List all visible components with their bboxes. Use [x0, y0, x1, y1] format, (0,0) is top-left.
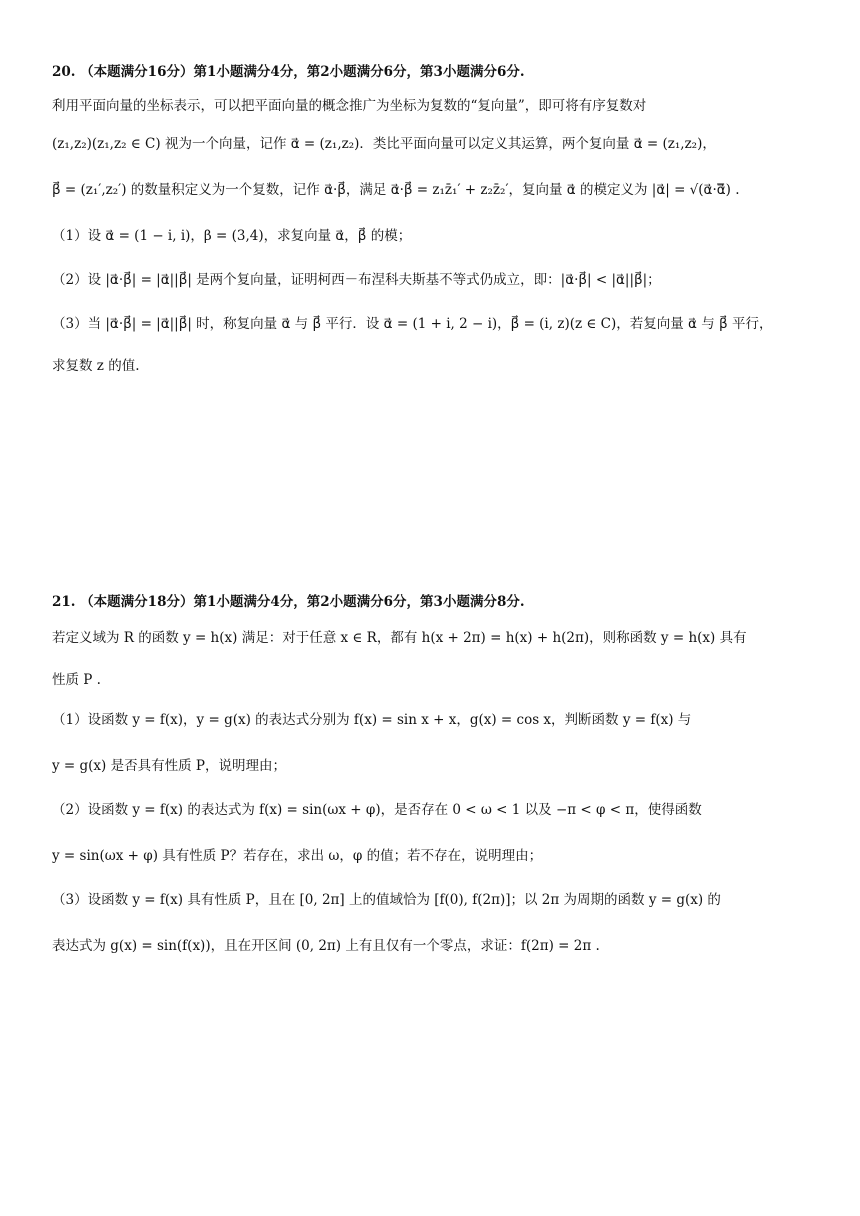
q20-part-3-line-2: 求复数 z 的值.: [52, 358, 140, 374]
q20-header: 20. （本题满分16分）第1小题满分4分，第2小题满分6分，第3小题满分6分.: [52, 64, 525, 80]
q20-intro-line-1: 利用平面向量的坐标表示，可以把平面向量的概念推广为坐标为复数的“复向量”，即可将有序复数对: [52, 98, 647, 114]
q20-part-1: （1）设 α⃗ = (1 − i, i)，β = (3,4)，求复向量 α⃗，β⃗ 的模；: [52, 228, 412, 244]
q20-intro-line-3: β⃗ = (z₁′,z₂′) 的数量积定义为一个复数，记作 α⃗·β⃗，满足 α⃗·β⃗ = z₁z̄₁′ + z₂z̄₂′，复向量 α⃗ 的模定义为 |α⃗| = √(α⃗·α̅⃗) .: [52, 182, 740, 198]
q20-part-3-line-1: （3）当 |α⃗·β⃗| = |α⃗||β⃗| 时，称复向量 α⃗ 与 β⃗ 平行．设 α⃗ = (1 + i, 2 − i)，β⃗ = (i, z)(z ∈ C)，若复向量 α⃗ 与 β⃗ 平行，: [52, 316, 773, 332]
q20-intro-line-2: (z₁,z₂)(z₁,z₂ ∈ C) 视为一个向量，记作 α⃗ = (z₁,z₂)．类比平面向量可以定义其运算，两个复向量 α⃗ = (z₁,z₂)，: [52, 136, 716, 152]
q21-intro-line-2: 性质 P .: [52, 672, 101, 688]
q21-part-2-line-1: （2）设函数 y = f(x) 的表达式为 f(x) = sin(ωx + φ)，是否存在 0 < ω < 1 以及 −π < φ < π，使得函数: [52, 802, 702, 818]
q21-part-3-line-1: （3）设函数 y = f(x) 具有性质 P，且在 [0, 2π] 上的值域恰为 [f(0), f(2π)]；以 2π 为周期的函数 y = g(x) 的: [52, 892, 721, 908]
q21-part-1-line-1: （1）设函数 y = f(x)，y = g(x) 的表达式分别为 f(x) = sin x + x，g(x) = cos x，判断函数 y = f(x) 与: [52, 712, 692, 728]
q21-part-2-line-2: y = sin(ωx + φ) 具有性质 P？若存在，求出 ω，φ 的值；若不存在，说明理由；: [52, 848, 543, 864]
q21-part-3-line-2: 表达式为 g(x) = sin(f(x))，且在开区间 (0, 2π) 上有且仅有一个零点，求证：f(2π) = 2π .: [52, 938, 600, 954]
q21-header: 21. （本题满分18分）第1小题满分4分，第2小题满分6分，第3小题满分8分.: [52, 594, 525, 610]
q21-intro-line-1: 若定义域为 R 的函数 y = h(x) 满足：对于任意 x ∈ R，都有 h(x + 2π) = h(x) + h(2π)，则称函数 y = h(x) 具有: [52, 630, 747, 646]
q21-part-1-line-2: y = g(x) 是否具有性质 P，说明理由；: [52, 758, 286, 774]
q20-part-2: （2）设 |α⃗·β⃗| = |α⃗||β⃗| 是两个复向量，证明柯西－布涅科夫斯基不等式仍成立，即：|α⃗·β⃗| < |α⃗||β⃗|；: [52, 272, 661, 288]
